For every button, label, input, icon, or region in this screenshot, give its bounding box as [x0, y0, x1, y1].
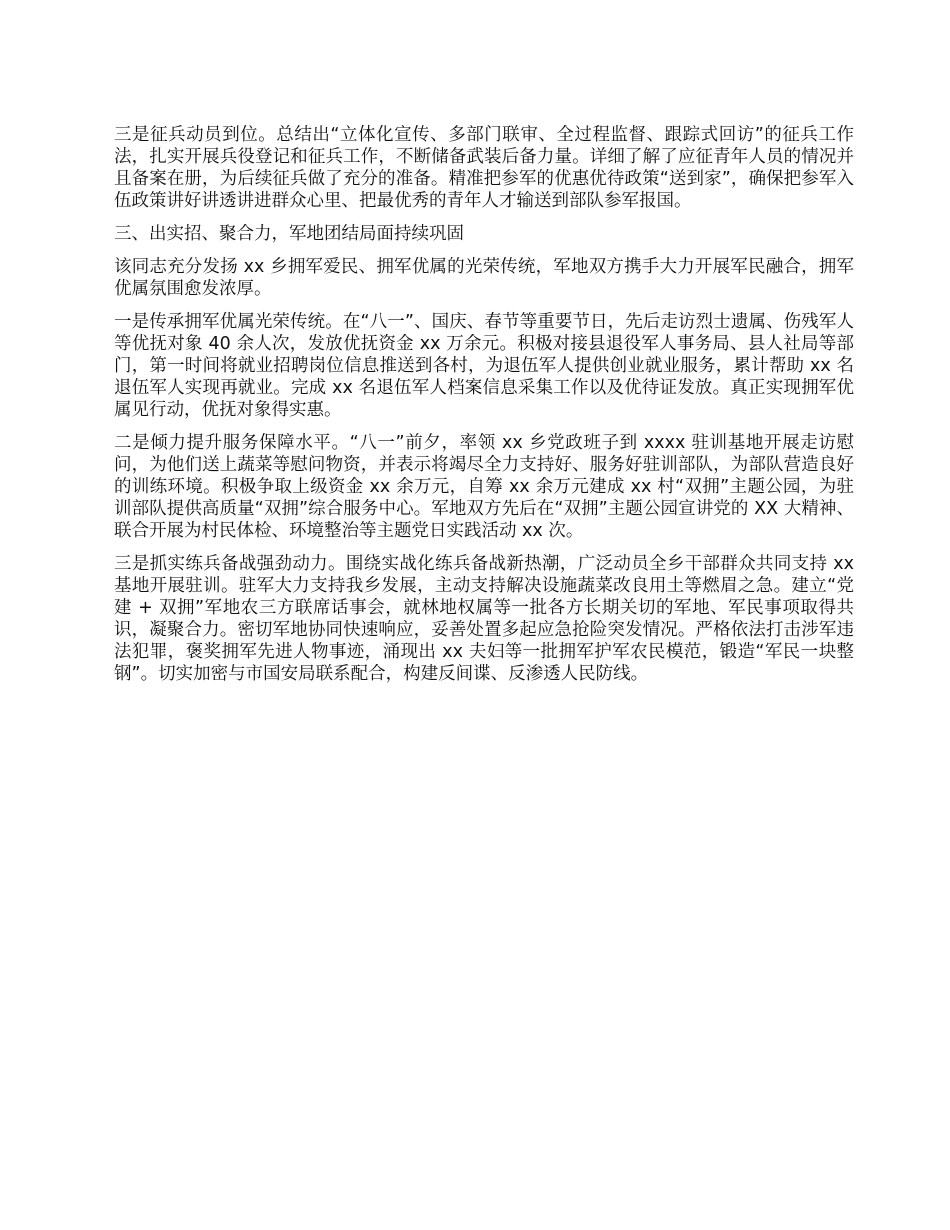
- paragraph-tradition: 一是传承拥军优属光荣传统。在“八一”、国庆、春节等重要节日，先后走访烈士遗属、伤残军人等优抚对象 40 余人次，发放优抚资金 xx 万余元。积极对接县退役军人事务局、县人社局等部门，第一时间将就业招聘岗位信息推送到各村，为退伍军人提供创业就业服务，累计帮助 xx 名退伍军人实现再就业。完成 xx 名退伍军人档案信息采集工作以及优待证发放。真正实现拥军优属见行动，优抚对象得实惠。: [114, 312, 854, 420]
- document-body: [114, 124, 854, 696]
- paragraph-service: 二是倾力提升服务保障水平。“八一”前夕，率领 xx 乡党政班子到 xxxx 驻训基地开展走访慰问，为他们送上蔬菜等慰问物资，并表示将竭尽全力支持好、服务好驻训部队，为部队营造良好的训练环境。积极争取上级资金 xx 余万元，自筹 xx 余万元建成 xx 村“双拥”主题公园，为驻训部队提供高质量“双拥”综合服务中心。军地双方先后在“双拥”主题公园宣讲党的 XX 大精神、联合开展为村民体检、环境整治等主题党日实践活动 xx 次。: [114, 433, 854, 541]
- paragraph-section-intro: 该同志充分发扬 xx 乡拥军爱民、拥军优属的光荣传统，军地双方携手大力开展军民融合，拥军优属氛围愈发浓厚。: [114, 257, 854, 299]
- section-heading-three: 三、出实招、聚合力，军地团结局面持续巩固: [114, 224, 464, 244]
- paragraph-recruitment: 三是征兵动员到位。总结出“立体化宣传、多部门联审、全过程监督、跟踪式回访”的征兵工作法，扎实开展兵役登记和征兵工作，不断储备武装后备力量。详细了解了应征青年人员的情况并且备案在册，为后续征兵做了充分的准备。精准把参军的优惠优待政策“送到家”，确保把参军入伍政策讲好讲透讲进群众心里、把最优秀的青年人才输送到部队参军报国。: [114, 125, 854, 211]
- paragraph-training: 三是抓实练兵备战强劲动力。围绕实战化练兵备战新热潮，广泛动员全乡干部群众共同支持 xx 基地开展驻训。驻军大力支持我乡发展，主动支持解决设施蔬菜改良用土等燃眉之急。建立“党建 + 双拥”军地农三方联席话事会，就林地权属等一批各方长期关切的军地、军民事项取得共识，凝聚合力。密切军地协同快速响应，妥善处置多起应急抢险突发情况。严格依法打击涉军违法犯罪，褒奖拥军先进人物事迹，涌现出 xx 夫妇等一批拥军护军农民模范，锻造“军民一块整钢”。切实加密与市国安局联系配合，构建反间谍、反渗透人民防线。: [114, 554, 854, 684]
